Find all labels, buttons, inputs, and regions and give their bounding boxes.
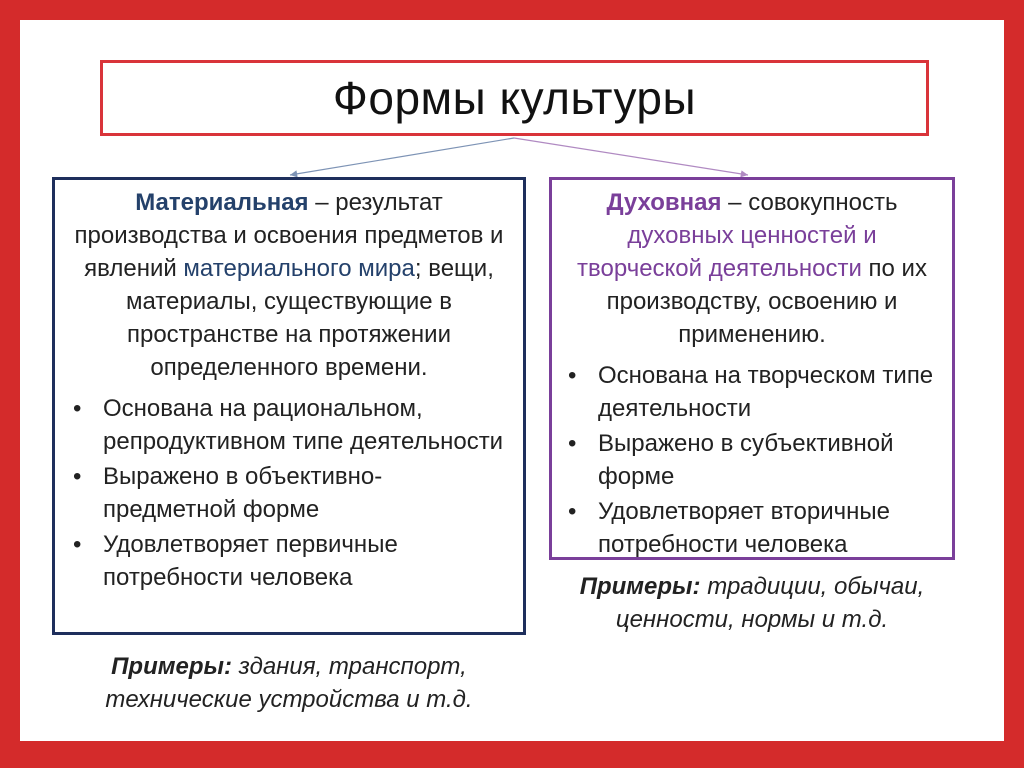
material-def-highlight: материального мира	[183, 255, 415, 282]
spiritual-def-part1: совокупность	[748, 189, 898, 216]
material-bullet-list	[69, 392, 509, 594]
spiritual-dash: –	[721, 189, 749, 216]
spiritual-def-highlight: духовных ценностей и творческой деятельности	[577, 222, 877, 282]
material-culture-box	[52, 177, 526, 635]
list-item: • Удовлетворяет первичные потребности человека	[69, 528, 509, 594]
material-def-part1: результат производства и освоения предметов и явлений	[74, 189, 504, 282]
page-title: Формы культуры	[332, 72, 697, 124]
material-examples-label: Примеры:	[111, 653, 233, 680]
spiritual-definition	[564, 186, 940, 351]
arrow-to-material	[290, 138, 514, 175]
spiritual-examples	[549, 570, 955, 636]
spiritual-bullet-list	[564, 359, 940, 561]
list-item: • Основана на рациональном, репродуктивном типе деятельности	[69, 392, 509, 458]
spiritual-examples-text: традиции, обычаи, ценности, нормы и т.д.	[615, 573, 925, 633]
material-term: Материальная	[135, 189, 309, 216]
list-item: • Выражено в объективно-предметной форме	[69, 460, 509, 526]
spiritual-examples-label: Примеры:	[579, 573, 701, 600]
slide	[20, 20, 1004, 741]
list-item: • Выражено в субъективной форме	[564, 427, 940, 493]
spiritual-def-part2: по их производству, освоению и применению.	[606, 255, 927, 348]
material-def-part2: ; вещи, материалы, существующие в пространстве на протяжении определенного времени.	[125, 255, 494, 381]
material-examples-text: здания, транспорт, технические устройства и т.д.	[105, 653, 473, 713]
spiritual-culture-box	[549, 177, 955, 560]
list-item: • Удовлетворяет вторичные потребности человека	[564, 495, 940, 561]
material-dash: –	[308, 189, 336, 216]
material-examples	[52, 650, 526, 716]
list-item: • Основана на творческом типе деятельности	[564, 359, 940, 425]
spiritual-term: Духовная	[606, 189, 722, 216]
title-box	[100, 60, 929, 136]
arrow-to-spiritual	[514, 138, 748, 175]
material-definition	[69, 186, 509, 384]
